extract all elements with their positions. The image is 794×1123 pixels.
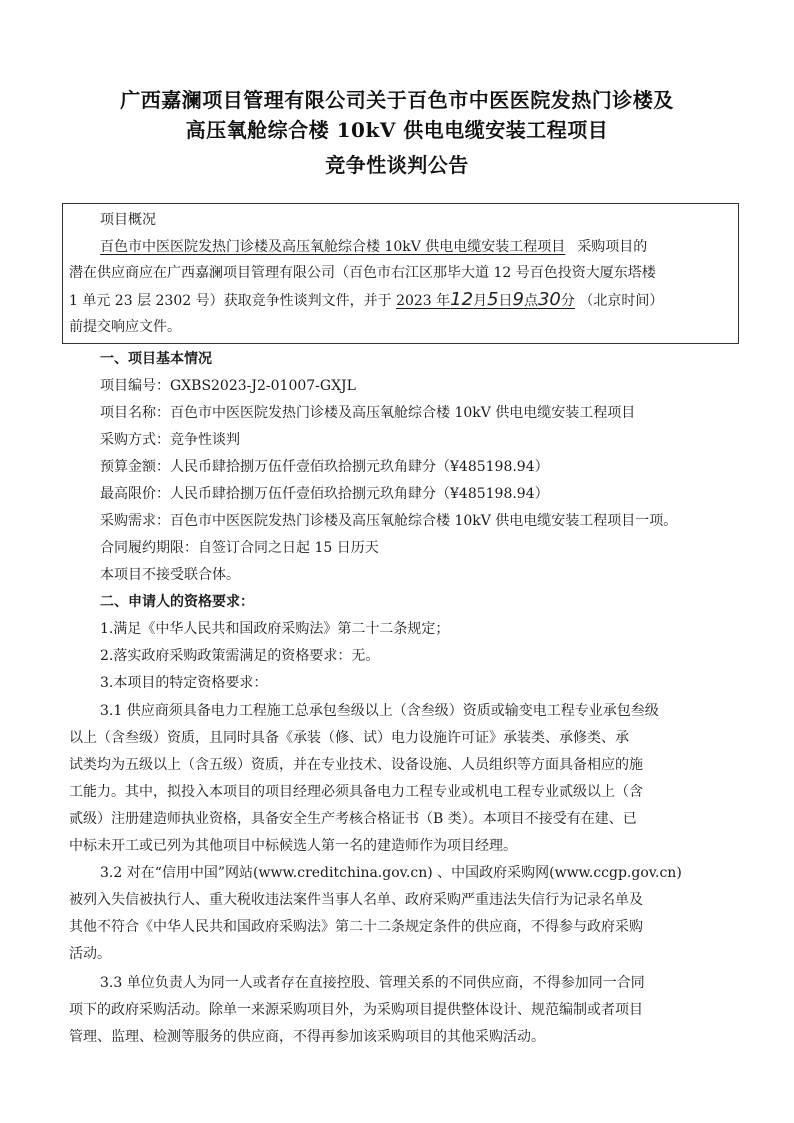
req-3-1-line: 工能力。其中，拟投入本项目的项目经理必须具备电力工程专业或机电工程专业贰级以上（含 <box>69 784 643 800</box>
contract-term: 合同履约期限：自签订合同之日起 15 日历天 <box>100 540 379 556</box>
req-3-1-line: 贰级）注册建造师执业资格，具备安全生产考核合格证书（B 类）。本项目不接受有在建、已 <box>69 811 637 827</box>
req-3-2-line: 3.2 对在“信用中国”网站(www.creditchina.gov.cn) 、中国政府采购网(www.ccgp.gov.cn) <box>100 865 682 881</box>
overview-heading: 项目概况 <box>100 212 156 228</box>
procurement-method: 采购方式：竞争性谈判 <box>100 432 240 448</box>
req-3-1-line: 以上（含叁级）资质，且同时具备《承装（修、试）电力设施许可证》承装类、承修类、承 <box>69 730 629 746</box>
project-number: 项目编号：GXBS2023-J2-01007-GXJL <box>100 378 356 394</box>
no-consortium: 本项目不接受联合体。 <box>100 567 240 583</box>
overview-line-1 <box>100 238 647 256</box>
project-name: 项目名称：百色市中医医院发热门诊楼及高压氧舱综合楼 10kV 供电电缆安装工程项目 <box>100 405 636 421</box>
requirement-1: 1.满足《中华人民共和国政府采购法》第二十二条规定； <box>100 621 450 637</box>
title-line-3: 竞争性谈判公告 <box>325 153 469 177</box>
deadline-day-unit: 日 <box>498 293 513 309</box>
deadline-datetime <box>396 289 575 310</box>
overview-line-1-suffix: 采购项目的 <box>577 239 648 255</box>
req-3-1-line: 3.1 供应商须具备电力工程施工总承包叁级以上（含叁级）资质或输变电工程专业承包叁级 <box>100 703 659 719</box>
price-ceiling: 最高限价：人民币肆拾捌万伍仟壹佰玖拾捌元玖角肆分（¥485198.94） <box>100 486 549 502</box>
section-2-heading: 二、申请人的资格要求： <box>100 594 254 610</box>
overview-line-3 <box>69 291 663 310</box>
overview-line-3-prefix: 1 单元 23 层 2302 号）获取竞争性谈判文件，并于 <box>69 293 392 309</box>
section-1-heading: 一、项目基本情况 <box>100 351 212 367</box>
overview-line-2: 潜在供应商应在广西嘉澜项目管理有限公司（百色市右江区那毕大道 12 号百色投资大厦东塔楼 <box>69 265 656 281</box>
overview-project-name: 百色市中医医院发热门诊楼及高压氧舱综合楼 10kV 供电电缆安装工程项目 <box>100 239 566 255</box>
req-3-2-line: 活动。 <box>69 946 111 962</box>
req-3-3-line: 3.3 单位负责人为同一人或者存在直接控股、管理关系的不同供应商，不得参加同一合同 <box>100 975 645 991</box>
deadline-month-unit: 月 <box>473 293 488 309</box>
deadline-month: 12 <box>450 289 474 310</box>
deadline-hour: 9 <box>512 289 524 310</box>
deadline-day: 5 <box>487 289 499 310</box>
req-3-3-line: 管理、监理、检测等服务的供应商，不得再参加该采购项目的其他采购活动。 <box>69 1029 545 1045</box>
requirement-2: 2.落实政府采购政策需满足的资格要求：无。 <box>100 648 380 664</box>
budget-amount: 预算金额：人民币肆拾捌万伍仟壹佰玖拾捌元玖角肆分（¥485198.94） <box>100 459 549 475</box>
deadline-year: 2023 年 <box>396 293 451 309</box>
deadline-hour-unit: 点 <box>523 293 538 309</box>
req-3-2-line: 其他不符合《中华人民共和国政府采购法》第二十二条规定条件的供应商，不得参与政府采购 <box>69 919 643 935</box>
req-3-1-line: 试类均为五级以上（含五级）资质，并在专业技术、设备设施、人员组织等方面具备相应的施 <box>69 757 643 773</box>
overview-line-3-suffix: （北京时间） <box>579 293 664 309</box>
title-line-2: 高压氧舱综合楼 10kV 供电电缆安装工程项目 <box>185 118 609 142</box>
deadline-minute-unit: 分 <box>560 293 575 309</box>
req-3-3-line: 项下的政府采购活动。除单一来源采购项目外，为采购项目提供整体设计、规范编制或者项目 <box>69 1002 643 1018</box>
req-3-1-line: 中标未开工或已列为其他项目中标候选人第一名的建造师作为项目经理。 <box>69 838 517 854</box>
requirement-3: 3.本项目的特定资格要求： <box>100 675 268 691</box>
procurement-demand: 采购需求：百色市中医医院发热门诊楼及高压氧舱综合楼 10kV 供电电缆安装工程项目一项。 <box>100 513 678 529</box>
overview-line-4: 前提交响应文件。 <box>69 319 181 335</box>
deadline-minute: 30 <box>537 289 561 310</box>
req-3-2-line: 被列入失信被执行人、重大税收违法案件当事人名单、政府采购严重违法失信行为记录名单及 <box>69 892 643 908</box>
title-line-1: 广西嘉澜项目管理有限公司关于百色市中医医院发热门诊楼及 <box>120 88 674 112</box>
